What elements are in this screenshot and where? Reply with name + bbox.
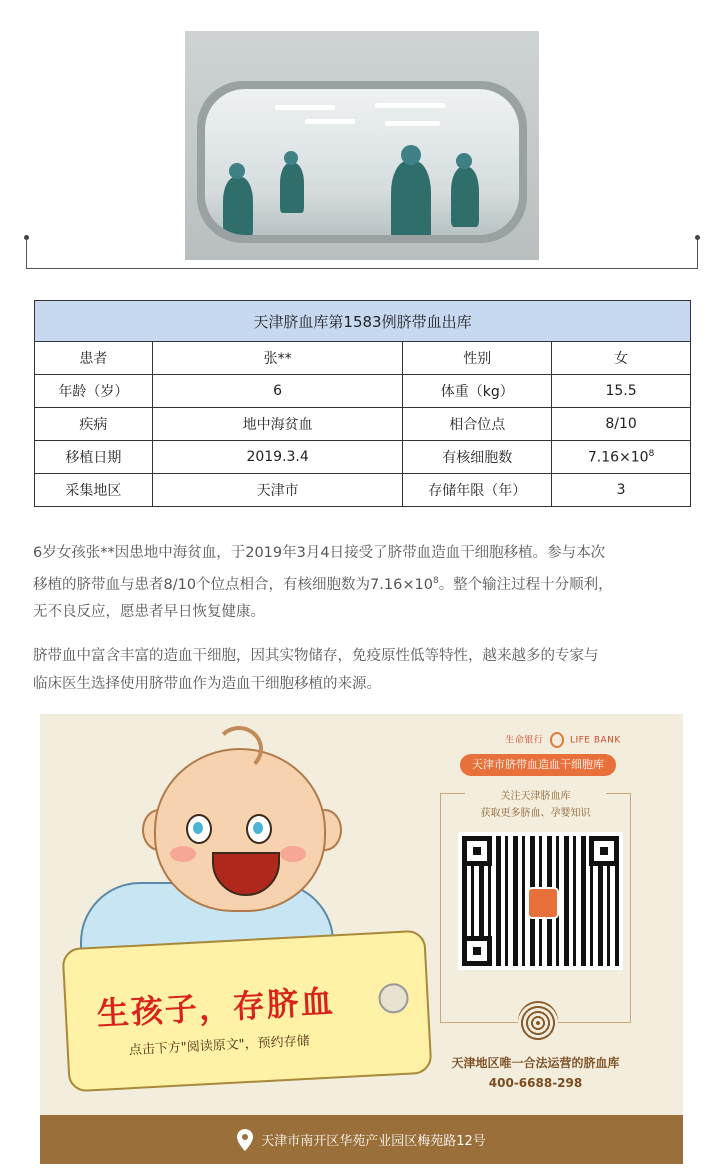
qr-code[interactable] (458, 832, 623, 970)
table-row (35, 408, 691, 441)
promo-tag (61, 930, 432, 1093)
table-row (35, 441, 691, 474)
cell-value-base: 7.16×10 (587, 449, 649, 466)
paragraph-line: 脐带血中富含丰富的造血干细胞，因其实物储存，免疫原性低等特性，越来越多的专家与 (33, 648, 599, 664)
brand-cn: 生命银行 (505, 735, 544, 746)
cell-label: 移植日期 (35, 441, 153, 474)
paragraph-info (33, 643, 693, 698)
cell-label: 采集地区 (35, 474, 153, 507)
table-row (35, 342, 691, 375)
cell-value: 2019.3.4 (152, 441, 403, 474)
qr-caption-1: 关注天津脐血库 (465, 787, 606, 802)
brand-en: LIFE BANK (569, 735, 621, 746)
cell-value-exponent: 8 (648, 448, 655, 459)
cell-value: 张** (152, 342, 403, 375)
address-text: 天津市南开区华苑产业园区梅苑路12号 (261, 1134, 486, 1149)
qr-section (440, 793, 631, 1023)
cell-label: 患者 (35, 342, 153, 375)
paragraph-line: 无不良反应，愿患者早日恢复健康。 (33, 603, 265, 620)
baby-eye-right (246, 814, 272, 844)
cell-label: 疾病 (35, 408, 153, 441)
paragraph-case (33, 540, 693, 626)
baby-cheek-left (170, 846, 196, 862)
qr-caption-2: 获取更多脐血、孕婴知识 (441, 804, 630, 819)
caption-bracket (26, 238, 698, 269)
cell-value: 3 (552, 474, 691, 507)
fingerprint-icon (518, 1001, 558, 1041)
paragraph-exponent: 8 (432, 575, 439, 586)
cell-value (552, 441, 691, 474)
address-bar (40, 1115, 683, 1164)
baby-eye-left (186, 814, 212, 844)
cell-value: 女 (552, 342, 691, 375)
cell-label: 性别 (403, 342, 552, 375)
cell-label: 相合位点 (403, 408, 552, 441)
phone-number[interactable]: 400-6688-298 (488, 1076, 583, 1090)
brand-logo (468, 732, 658, 748)
baby-cheek-right (280, 846, 306, 862)
paragraph-text: 。整个输注过程十分顺利， (438, 576, 613, 593)
lab-photo (185, 31, 539, 260)
bracket-dot-left (24, 235, 29, 240)
observation-window (197, 81, 527, 243)
tag-subline: 点击下方"阅读原文"，预约存储 (128, 1033, 311, 1059)
promo-banner[interactable] (40, 714, 683, 1164)
cell-value: 地中海贫血 (152, 408, 403, 441)
bank-name-badge: 天津市脐带血造血干细胞库 (460, 754, 616, 776)
location-pin-icon (237, 1129, 253, 1151)
table-title: 天津脐血库第1583例脐带血出库 (35, 301, 691, 342)
qr-logo-icon (527, 887, 559, 919)
table-row (35, 375, 691, 408)
paragraph-line: 6岁女孩张**因患地中海贫血，于2019年3月4日接受了脐带血造血干细胞移植。参与本次 (33, 545, 606, 561)
life-bank-logo-icon (550, 732, 564, 748)
table-row (35, 474, 691, 507)
cell-value: 8/10 (552, 408, 691, 441)
tag-headline: 生孩子，存脐血 (95, 982, 336, 1033)
cell-label: 存储年限（年） (403, 474, 552, 507)
baby-hair-curl (215, 726, 263, 772)
slogan: 天津地区唯一合法运营的脐血库 (451, 1056, 620, 1070)
paragraph-text: 移植的脐带血与患者8/10个位点相合，有核细胞数为7.16×10 (33, 576, 433, 593)
cell-value: 6 (152, 375, 403, 408)
cell-label: 有核细胞数 (403, 441, 552, 474)
bracket-dot-right (695, 235, 700, 240)
paragraph-line (33, 568, 693, 599)
cell-label: 年龄（岁） (35, 375, 153, 408)
cell-value: 天津市 (152, 474, 403, 507)
tag-hole-icon (378, 983, 410, 1015)
cell-label: 体重（kg） (403, 375, 552, 408)
release-info-table (34, 300, 691, 507)
cell-value: 15.5 (552, 375, 691, 408)
paragraph-line: 临床医生选择使用脐带血作为造血干细胞移植的来源。 (33, 675, 381, 692)
